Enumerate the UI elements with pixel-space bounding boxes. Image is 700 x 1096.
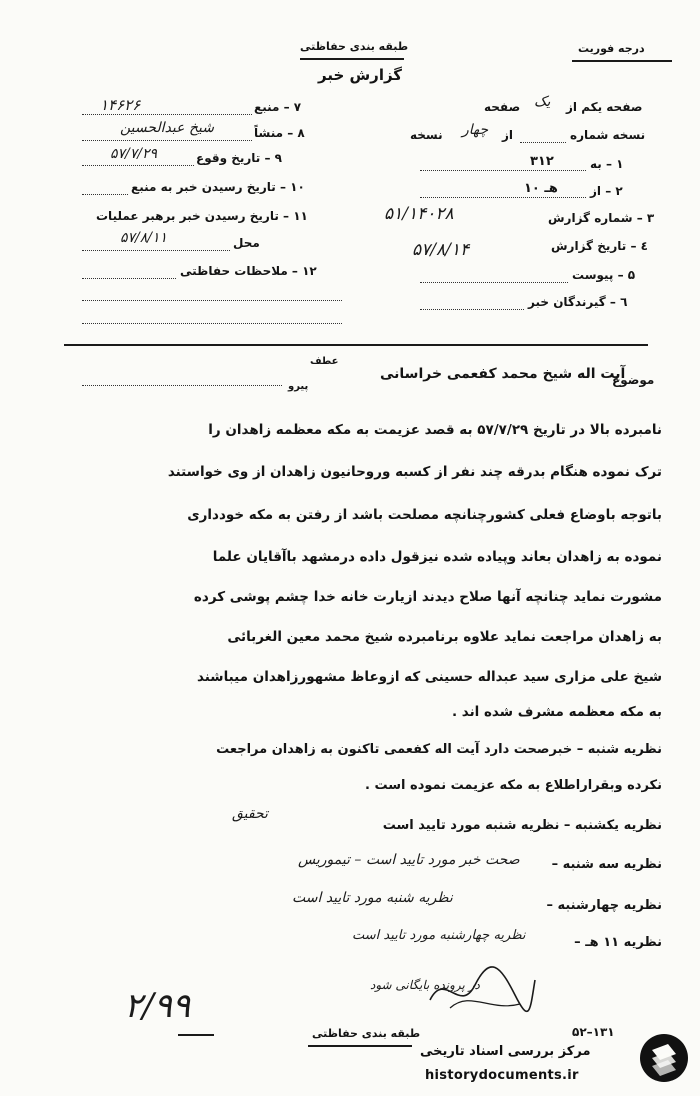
remarks-dotline-2 [82,300,342,301]
page-value: یک [534,94,551,110]
obs-tuesday-label: نظریه سه شنبه – [551,857,662,872]
subject-annotation-top: عطف [310,356,339,367]
report-number-label: ۳ – شماره گزارش [548,211,655,225]
form-code: ۵۲–۱۳۱ [572,1025,615,1039]
copy-number-dotline [520,142,566,143]
place-dotline [82,250,230,251]
obs-saturday-text: خبرصحت دارد آیت اله کفعمی تاکنون به زاهدان مراجعت [216,742,573,757]
copy-number-label: نسخه شماره [570,128,646,142]
body-line-7: شیخ علی مزاری سید عبداله حسینی که ازوعاظ مشهورزاهدان میباشند [196,669,662,685]
to-dotline [420,170,586,171]
subject-text: آیت اله شیخ محمد کفعمی خراسانی [380,366,626,382]
footer-rule [308,1045,412,1047]
to-value: ۳۱۲ [530,154,554,169]
recipients-label: ٦ – گیرندگان خبر [528,295,628,309]
obs-sunday-text: نظریه شنبه مورد تایید است [382,818,560,833]
body-line-2: ترک نموده هنگام بدرقه چند نفر از کسبه وروحانیون زاهدان از وی خواستند [167,464,662,480]
received-by-source-dotline [82,194,128,195]
obs-saturday-label: نظریه شنبه – [576,742,662,757]
source-label: ۷ – منبع [254,100,302,114]
copy-suffix: نسخه [410,128,443,142]
origin-dotline [82,140,252,141]
report-date-value: ۵۷/۸/۱۴ [412,240,470,260]
event-date-dotline [82,165,194,166]
classification-footer: طبقه بندی حفاظتی [312,1027,421,1040]
subject-label: موضوع [612,373,655,387]
attachment-label: ۵ – پیوست [572,268,636,282]
body-line-6: به زاهدان مراجعت نماید علاوه برنامبرده شیخ محمد معین الغربائی [227,629,662,645]
archive-logo-icon [638,1032,690,1084]
page-suffix: صفحه [484,100,521,114]
event-date-value: ۵۷/۷/۲۹ [110,146,158,162]
obs-sunday [383,818,662,833]
urgency-label: درجه فوریت [578,42,645,55]
obs-wednesday-label: نظریه چهارشنبه – [546,898,662,913]
obs-tuesday-handwriting: صحت خبر مورد تایید است – تیموریس [298,852,520,868]
margin-number-underline [178,1034,214,1036]
watermark-title: مرکز بررسی اسناد تاریخی [420,1044,591,1059]
watermark-url: historydocuments.ir [425,1068,579,1083]
from-dotline [420,197,586,198]
source-dotline [82,114,252,115]
report-title: گزارش خبر [318,66,403,84]
received-by-ops-label: ۱۱ – تاریخ رسیدن خبر برهبر عملیات [96,209,308,223]
body-line-8: به مکه معظمه مشرف شده اند . [451,704,662,720]
received-by-ops-value: ۵۷/۸/۱۱ [120,230,168,246]
obs-saturday-text-2: نکرده وبقراراطلاع به مکه عزیمت نموده است . [365,778,662,793]
subject-dotline [82,385,282,386]
obs-sunday-handwriting: تحقیق [232,806,268,822]
obs-saturday [216,742,662,757]
attachment-dotline [420,282,568,283]
report-number-value: ۵۱/۱۴۰۲۸ [384,204,454,224]
header-separator [64,344,648,346]
recipients-dotline [420,309,524,310]
obs-11h-label: نظریه ۱۱ هـ – [574,935,662,950]
signature-scribble [420,960,540,1020]
from-label: ۲ – از [590,184,623,198]
origin-value: شیخ عبدالحسین [120,120,214,136]
body-line-4: نموده به زاهدان بعاند وپیاده شده نیزقول داده درمشهد باآقایان علما [212,549,662,565]
remarks-dotline-1 [82,278,176,279]
source-value: ۱۴۶۲۶ [100,96,141,114]
origin-label: ۸ – منشاً [254,126,305,140]
copy-value: چهار [462,122,489,138]
urgency-rule [572,60,672,62]
event-date-label: ۹ – تاریخ وقوع [196,151,282,165]
signature-note: در پرونده بایگانی شود [370,978,480,992]
from-value: ۱۰ هـ [524,181,558,196]
obs-sunday-label: نظریه یکشنبه – [563,818,662,833]
header-rule [300,58,404,60]
margin-number: ۲/۹۹ [124,986,191,1026]
body-line-5: مشورت نماید چنانچه آنها صلاح دیدند ازیارت خانه خدا چشم پوشی کرده [193,589,662,605]
remarks-dotline-3 [82,323,342,324]
classification-header: طبقه بندی حفاظتی [300,40,409,53]
subject-annotation-bottom: پیرو [288,381,309,392]
body-line-1: نامبرده بالا در تاریخ ۵۷/۷/۲۹ به قصد عزیمت به مکه معظمه زاهدان را [208,422,662,438]
copy-from: از [502,128,514,142]
received-by-source-label: ۱۰ – تاریخ رسیدن خبر به منبع [131,180,305,194]
to-label: ۱ – به [590,157,624,171]
place-label: محل [233,236,260,250]
obs-11h-handwriting: نظریه چهارشنبه مورد تایید است [352,928,526,943]
report-date-label: ٤ – تاریخ گزارش [551,239,648,253]
obs-wednesday-handwriting: نظریه شنبه مورد تایید است [292,890,453,906]
remarks-label: ۱۲ – ملاحظات حفاظتی [180,264,317,278]
body-line-3: باتوجه باوضاع فعلی کشورچنانچه مصلحت باشد از رفتن به مکه خودداری [187,507,662,523]
page-label: صفحه یکم از [566,100,643,114]
